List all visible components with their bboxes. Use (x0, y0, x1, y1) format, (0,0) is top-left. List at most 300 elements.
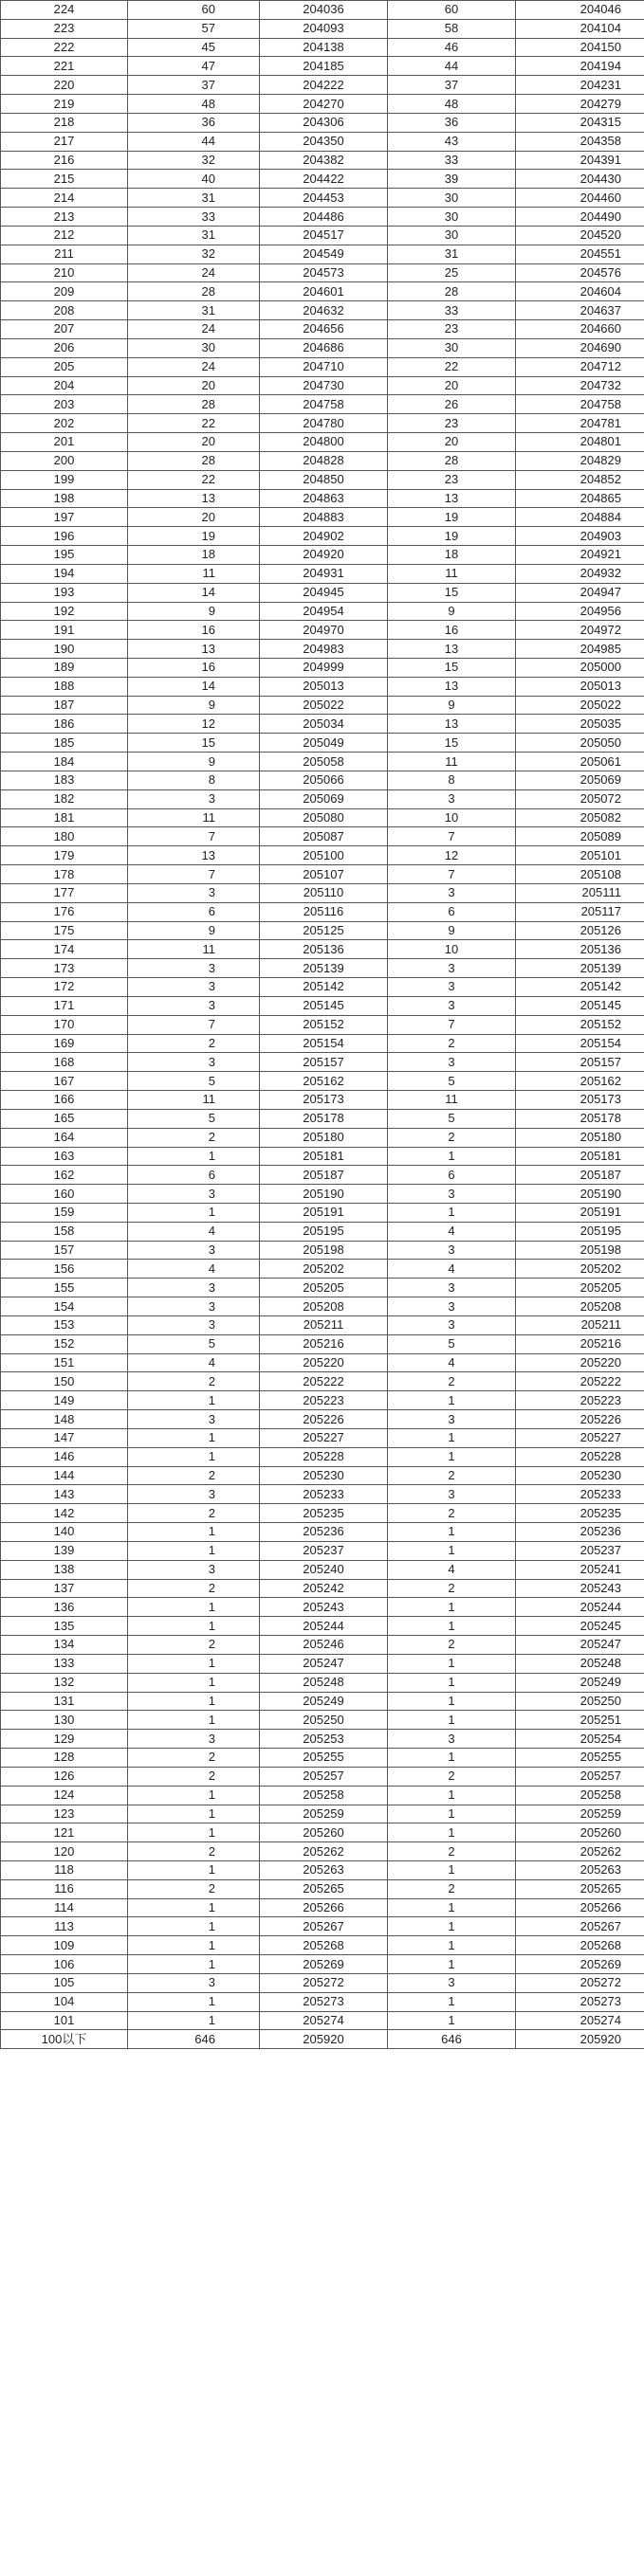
score-cell: 100以下 (1, 2030, 128, 2049)
score-cell: 200 (1, 451, 128, 470)
score-cell: 174 (1, 940, 128, 959)
cumulative-a-cell: 204863 (260, 489, 388, 508)
cumulative-b-cell: 204903 (516, 527, 644, 546)
count-b-cell: 3 (388, 1485, 516, 1504)
count-b-cell: 1 (388, 1654, 516, 1673)
score-cell: 188 (1, 677, 128, 696)
cumulative-b-cell: 205230 (516, 1466, 644, 1485)
cumulative-b-cell: 205223 (516, 1391, 644, 1410)
count-a-cell: 32 (128, 245, 260, 263)
count-a-cell: 30 (128, 338, 260, 357)
score-cell: 148 (1, 1410, 128, 1429)
table-row (1, 320, 644, 339)
count-a-cell: 16 (128, 621, 260, 640)
table-row (1, 602, 644, 621)
score-cell: 223 (1, 19, 128, 38)
count-b-cell: 1 (388, 1749, 516, 1768)
score-cell: 153 (1, 1315, 128, 1334)
count-a-cell: 3 (128, 1185, 260, 1204)
cumulative-a-cell: 204999 (260, 658, 388, 677)
cumulative-b-cell: 204932 (516, 564, 644, 583)
count-a-cell: 2 (128, 1767, 260, 1786)
table-row (1, 940, 644, 959)
count-a-cell: 18 (128, 546, 260, 565)
table-row (1, 1428, 644, 1447)
count-b-cell: 33 (388, 301, 516, 320)
table-row (1, 978, 644, 997)
cumulative-b-cell: 205216 (516, 1334, 644, 1353)
cumulative-a-cell: 205267 (260, 1917, 388, 1936)
table-row (1, 208, 644, 227)
cumulative-a-cell: 204710 (260, 357, 388, 376)
score-cell: 220 (1, 76, 128, 95)
count-b-cell: 28 (388, 282, 516, 301)
score-cell: 104 (1, 1992, 128, 2011)
count-b-cell: 1 (388, 1541, 516, 1560)
count-b-cell: 1 (388, 1992, 516, 2011)
table-row (1, 1353, 644, 1372)
count-a-cell: 8 (128, 771, 260, 789)
count-a-cell: 3 (128, 959, 260, 978)
cumulative-a-cell: 204828 (260, 451, 388, 470)
table-row (1, 771, 644, 789)
score-cell: 168 (1, 1053, 128, 1072)
count-b-cell: 1 (388, 1786, 516, 1805)
score-cell: 121 (1, 1823, 128, 1842)
score-cell: 166 (1, 1091, 128, 1110)
score-cell: 221 (1, 57, 128, 76)
count-b-cell: 16 (388, 621, 516, 640)
score-cell: 144 (1, 1466, 128, 1485)
count-a-cell: 2 (128, 1636, 260, 1655)
score-cell: 136 (1, 1598, 128, 1617)
count-a-cell: 1 (128, 1898, 260, 1917)
table-row (1, 1447, 644, 1466)
score-cell: 191 (1, 621, 128, 640)
score-cell: 219 (1, 95, 128, 114)
score-cell: 133 (1, 1654, 128, 1673)
count-b-cell: 9 (388, 921, 516, 940)
score-cell: 114 (1, 1898, 128, 1917)
table-row (1, 1973, 644, 1992)
count-a-cell: 45 (128, 38, 260, 57)
table-row (1, 489, 644, 508)
table-row (1, 789, 644, 808)
count-b-cell: 15 (388, 734, 516, 753)
score-cell: 159 (1, 1204, 128, 1223)
score-cell: 167 (1, 1072, 128, 1091)
table-row (1, 1222, 644, 1241)
score-cell: 150 (1, 1372, 128, 1391)
cumulative-b-cell: 205190 (516, 1185, 644, 1204)
table-row (1, 808, 644, 827)
table-row (1, 1898, 644, 1917)
cumulative-a-cell: 204800 (260, 433, 388, 452)
count-b-cell: 15 (388, 658, 516, 677)
count-a-cell: 3 (128, 1730, 260, 1749)
count-b-cell: 2 (388, 1636, 516, 1655)
table-row (1, 57, 644, 76)
cumulative-b-cell: 205274 (516, 2011, 644, 2030)
cumulative-b-cell: 205233 (516, 1485, 644, 1504)
count-b-cell: 46 (388, 38, 516, 57)
table-row (1, 527, 644, 546)
cumulative-a-cell: 204093 (260, 19, 388, 38)
count-b-cell: 11 (388, 564, 516, 583)
count-a-cell: 28 (128, 282, 260, 301)
count-b-cell: 1 (388, 1147, 516, 1166)
cumulative-b-cell: 205273 (516, 1992, 644, 2011)
count-b-cell: 31 (388, 245, 516, 263)
count-b-cell: 1 (388, 1898, 516, 1917)
cumulative-a-cell: 205152 (260, 1015, 388, 1034)
cumulative-b-cell: 205108 (516, 865, 644, 884)
cumulative-b-cell: 205254 (516, 1730, 644, 1749)
table-row (1, 95, 644, 114)
score-cell: 197 (1, 508, 128, 527)
cumulative-a-cell: 205022 (260, 696, 388, 715)
score-cell: 172 (1, 978, 128, 997)
score-cell: 211 (1, 245, 128, 263)
count-a-cell: 2 (128, 1128, 260, 1147)
score-cell: 105 (1, 1973, 128, 1992)
count-b-cell: 3 (388, 996, 516, 1015)
cumulative-a-cell: 205191 (260, 1204, 388, 1223)
cumulative-b-cell: 205173 (516, 1091, 644, 1110)
cumulative-a-cell: 205235 (260, 1504, 388, 1523)
cumulative-b-cell: 205248 (516, 1654, 644, 1673)
table-row (1, 1598, 644, 1617)
count-b-cell: 12 (388, 846, 516, 865)
count-a-cell: 9 (128, 921, 260, 940)
table-row (1, 1504, 644, 1523)
cumulative-b-cell: 204490 (516, 208, 644, 227)
score-cell: 171 (1, 996, 128, 1015)
cumulative-b-cell: 205022 (516, 696, 644, 715)
cumulative-b-cell: 205920 (516, 2030, 644, 2049)
cumulative-a-cell: 204453 (260, 189, 388, 208)
cumulative-b-cell: 205272 (516, 1973, 644, 1992)
score-cell: 173 (1, 959, 128, 978)
cumulative-a-cell: 204549 (260, 245, 388, 263)
table-row (1, 564, 644, 583)
table-row (1, 865, 644, 884)
cumulative-a-cell: 204486 (260, 208, 388, 227)
count-b-cell: 11 (388, 1091, 516, 1110)
cumulative-b-cell: 205227 (516, 1428, 644, 1447)
score-cell: 202 (1, 414, 128, 433)
count-b-cell: 2 (388, 1579, 516, 1598)
cumulative-a-cell: 204780 (260, 414, 388, 433)
cumulative-a-cell: 204306 (260, 113, 388, 132)
cumulative-b-cell: 204884 (516, 508, 644, 527)
count-b-cell: 4 (388, 1260, 516, 1279)
count-b-cell: 4 (388, 1353, 516, 1372)
count-a-cell: 9 (128, 753, 260, 771)
cumulative-b-cell: 205180 (516, 1128, 644, 1147)
score-cell: 222 (1, 38, 128, 57)
count-a-cell: 3 (128, 1485, 260, 1504)
count-b-cell: 5 (388, 1334, 516, 1353)
score-cell: 163 (1, 1147, 128, 1166)
cumulative-b-cell: 204660 (516, 320, 644, 339)
cumulative-b-cell: 205236 (516, 1523, 644, 1542)
score-cell: 134 (1, 1636, 128, 1655)
count-a-cell: 1 (128, 1523, 260, 1542)
count-b-cell: 3 (388, 1279, 516, 1297)
cumulative-a-cell: 205145 (260, 996, 388, 1015)
score-cell: 206 (1, 338, 128, 357)
table-row (1, 1654, 644, 1673)
cumulative-a-cell: 204270 (260, 95, 388, 114)
cumulative-a-cell: 205266 (260, 1898, 388, 1917)
cumulative-b-cell: 205072 (516, 789, 644, 808)
table-row (1, 38, 644, 57)
cumulative-a-cell: 204350 (260, 132, 388, 151)
cumulative-b-cell: 204690 (516, 338, 644, 357)
cumulative-a-cell: 205198 (260, 1241, 388, 1260)
cumulative-a-cell: 204730 (260, 376, 388, 395)
cumulative-a-cell: 205272 (260, 1973, 388, 1992)
count-b-cell: 1 (388, 1823, 516, 1842)
cumulative-a-cell: 205228 (260, 1447, 388, 1466)
score-cell: 179 (1, 846, 128, 865)
cumulative-a-cell: 205265 (260, 1879, 388, 1898)
count-a-cell: 6 (128, 1166, 260, 1185)
count-b-cell: 33 (388, 151, 516, 170)
cumulative-b-cell: 204194 (516, 57, 644, 76)
cumulative-b-cell: 205241 (516, 1560, 644, 1579)
cumulative-b-cell: 204637 (516, 301, 644, 320)
count-a-cell: 48 (128, 95, 260, 114)
count-b-cell: 44 (388, 57, 516, 76)
table-row (1, 1860, 644, 1879)
table-row (1, 1053, 644, 1072)
cumulative-a-cell: 205259 (260, 1805, 388, 1823)
cumulative-b-cell: 204947 (516, 583, 644, 602)
table-row (1, 1015, 644, 1034)
count-a-cell: 5 (128, 1334, 260, 1353)
table-row (1, 338, 644, 357)
table-row (1, 1541, 644, 1560)
count-b-cell: 11 (388, 753, 516, 771)
count-a-cell: 3 (128, 1279, 260, 1297)
cumulative-a-cell: 204601 (260, 282, 388, 301)
cumulative-b-cell: 204520 (516, 226, 644, 245)
count-a-cell: 1 (128, 1541, 260, 1560)
score-cell: 182 (1, 789, 128, 808)
cumulative-b-cell: 204829 (516, 451, 644, 470)
count-b-cell: 3 (388, 1185, 516, 1204)
cumulative-a-cell: 204382 (260, 151, 388, 170)
cumulative-b-cell: 205145 (516, 996, 644, 1015)
cumulative-a-cell: 205181 (260, 1147, 388, 1166)
cumulative-a-cell: 205069 (260, 789, 388, 808)
cumulative-a-cell: 205250 (260, 1711, 388, 1730)
cumulative-a-cell: 204036 (260, 1, 388, 20)
score-cell: 195 (1, 546, 128, 565)
table-row (1, 846, 644, 865)
cumulative-a-cell: 204222 (260, 76, 388, 95)
count-a-cell: 1 (128, 1617, 260, 1636)
cumulative-b-cell: 205266 (516, 1898, 644, 1917)
score-cell: 151 (1, 1353, 128, 1372)
cumulative-b-cell: 204712 (516, 357, 644, 376)
table-row (1, 1166, 644, 1185)
cumulative-a-cell: 205233 (260, 1485, 388, 1504)
score-cell: 149 (1, 1391, 128, 1410)
count-a-cell: 6 (128, 902, 260, 921)
table-row (1, 1128, 644, 1147)
table-row (1, 263, 644, 282)
count-b-cell: 9 (388, 696, 516, 715)
count-a-cell: 20 (128, 433, 260, 452)
cumulative-b-cell: 205226 (516, 1410, 644, 1429)
table-row (1, 1034, 644, 1053)
cumulative-a-cell: 205205 (260, 1279, 388, 1297)
score-cell: 216 (1, 151, 128, 170)
count-a-cell: 11 (128, 808, 260, 827)
count-a-cell: 1 (128, 1860, 260, 1879)
cumulative-b-cell: 205243 (516, 1579, 644, 1598)
cumulative-b-cell: 205251 (516, 1711, 644, 1730)
table-row (1, 1147, 644, 1166)
cumulative-a-cell: 205107 (260, 865, 388, 884)
cumulative-b-cell: 205211 (516, 1315, 644, 1334)
count-a-cell: 2 (128, 1372, 260, 1391)
count-b-cell: 2 (388, 1842, 516, 1861)
cumulative-b-cell: 205222 (516, 1372, 644, 1391)
count-b-cell: 1 (388, 1936, 516, 1955)
cumulative-a-cell: 205180 (260, 1128, 388, 1147)
count-b-cell: 1 (388, 1391, 516, 1410)
score-cell: 143 (1, 1485, 128, 1504)
cumulative-b-cell: 205000 (516, 658, 644, 677)
table-row (1, 301, 644, 320)
count-a-cell: 3 (128, 1241, 260, 1260)
cumulative-a-cell: 205262 (260, 1842, 388, 1861)
cumulative-a-cell: 205216 (260, 1334, 388, 1353)
table-row (1, 1, 644, 20)
cumulative-b-cell: 205262 (516, 1842, 644, 1861)
count-b-cell: 3 (388, 978, 516, 997)
count-b-cell: 23 (388, 320, 516, 339)
cumulative-a-cell: 205178 (260, 1109, 388, 1128)
count-b-cell: 9 (388, 602, 516, 621)
count-a-cell: 13 (128, 489, 260, 508)
cumulative-b-cell: 205247 (516, 1636, 644, 1655)
score-cell: 217 (1, 132, 128, 151)
cumulative-a-cell: 205240 (260, 1560, 388, 1579)
score-cell: 175 (1, 921, 128, 940)
count-b-cell: 20 (388, 433, 516, 452)
count-a-cell: 9 (128, 602, 260, 621)
cumulative-b-cell: 205269 (516, 1955, 644, 1974)
count-b-cell: 7 (388, 1015, 516, 1034)
table-row (1, 1391, 644, 1410)
count-b-cell: 2 (388, 1466, 516, 1485)
count-a-cell: 1 (128, 1786, 260, 1805)
cumulative-a-cell: 204983 (260, 640, 388, 659)
count-a-cell: 1 (128, 1711, 260, 1730)
table-row (1, 1109, 644, 1128)
count-a-cell: 3 (128, 1410, 260, 1429)
count-a-cell: 1 (128, 1673, 260, 1692)
count-b-cell: 23 (388, 414, 516, 433)
table-row (1, 1279, 644, 1297)
count-b-cell: 3 (388, 959, 516, 978)
count-b-cell: 1 (388, 2011, 516, 2030)
cumulative-a-cell: 205100 (260, 846, 388, 865)
count-b-cell: 4 (388, 1222, 516, 1241)
table-row (1, 1711, 644, 1730)
count-a-cell: 22 (128, 414, 260, 433)
cumulative-a-cell: 205066 (260, 771, 388, 789)
cumulative-a-cell: 205049 (260, 734, 388, 753)
cumulative-a-cell: 205920 (260, 2030, 388, 2049)
count-b-cell: 3 (388, 789, 516, 808)
count-a-cell: 2 (128, 1579, 260, 1598)
count-a-cell: 3 (128, 1315, 260, 1334)
table-row (1, 883, 644, 902)
cumulative-a-cell: 205220 (260, 1353, 388, 1372)
score-cell: 101 (1, 2011, 128, 2030)
cumulative-a-cell: 204517 (260, 226, 388, 245)
cumulative-a-cell: 204931 (260, 564, 388, 583)
cumulative-b-cell: 205257 (516, 1767, 644, 1786)
cumulative-a-cell: 204883 (260, 508, 388, 527)
cumulative-b-cell: 205111 (516, 883, 644, 902)
table-row (1, 621, 644, 640)
count-a-cell: 28 (128, 451, 260, 470)
score-cell: 196 (1, 527, 128, 546)
score-cell: 165 (1, 1109, 128, 1128)
count-a-cell: 60 (128, 1, 260, 20)
cumulative-a-cell: 205162 (260, 1072, 388, 1091)
count-b-cell: 6 (388, 902, 516, 921)
count-a-cell: 20 (128, 508, 260, 527)
count-b-cell: 22 (388, 357, 516, 376)
count-a-cell: 3 (128, 1973, 260, 1992)
cumulative-b-cell: 205181 (516, 1147, 644, 1166)
cumulative-a-cell: 205187 (260, 1166, 388, 1185)
score-cell: 185 (1, 734, 128, 753)
score-cell: 212 (1, 226, 128, 245)
cumulative-a-cell: 205273 (260, 1992, 388, 2011)
count-b-cell: 2 (388, 1034, 516, 1053)
cumulative-b-cell: 205205 (516, 1279, 644, 1297)
cumulative-b-cell: 205035 (516, 715, 644, 734)
table-row (1, 433, 644, 452)
score-cell: 131 (1, 1692, 128, 1711)
score-cell: 224 (1, 1, 128, 20)
cumulative-b-cell: 204460 (516, 189, 644, 208)
cumulative-b-cell: 204046 (516, 1, 644, 20)
cumulative-a-cell: 205136 (260, 940, 388, 959)
cumulative-a-cell: 205058 (260, 753, 388, 771)
score-cell: 178 (1, 865, 128, 884)
count-a-cell: 33 (128, 208, 260, 227)
table-row (1, 921, 644, 940)
cumulative-a-cell: 205087 (260, 827, 388, 846)
table-row (1, 245, 644, 263)
table-row (1, 1485, 644, 1504)
score-cell: 147 (1, 1428, 128, 1447)
table-row (1, 1673, 644, 1692)
score-cell: 146 (1, 1447, 128, 1466)
cumulative-b-cell: 205265 (516, 1879, 644, 1898)
cumulative-b-cell: 205249 (516, 1673, 644, 1692)
